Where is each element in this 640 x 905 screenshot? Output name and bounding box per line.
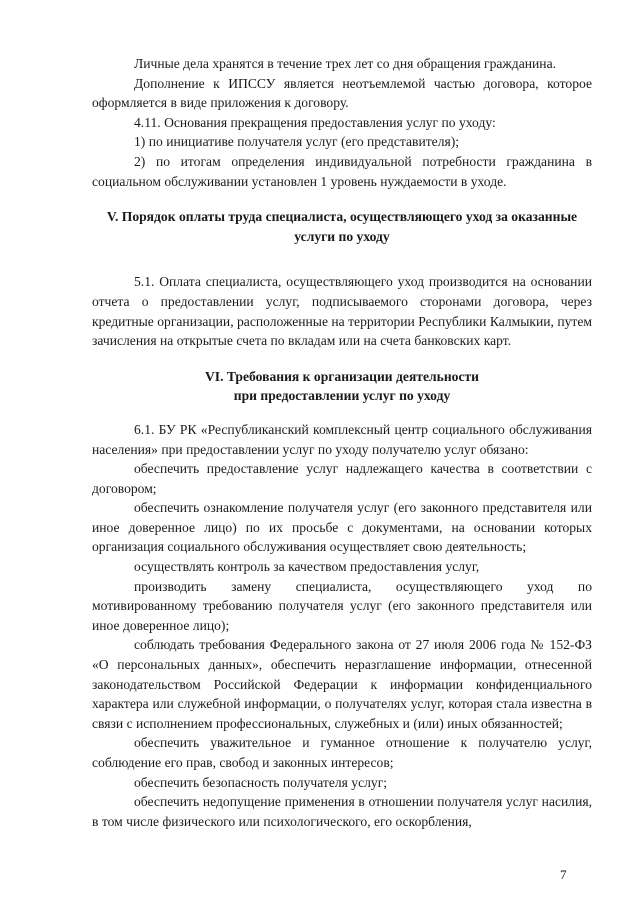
document-page <box>92 54 592 831</box>
paragraph-4-11-item-2: 2) по итогам определения индивидуальной потребности гражданина в социальном обслуживании установлен 1 уровень нуждаемости в уходе. <box>92 153 592 189</box>
paragraph-personal-files: Личные дела хранятся в течение трех лет со дня обращения гражданина. <box>134 56 557 71</box>
paragraph-ippsu-addendum: Дополнение к ИПССУ является неотъемлемой частью договора, которое оформляется в виде приложения к договору. <box>92 75 592 111</box>
paragraph-6-1: 6.1. БУ РК «Республиканский комплексный центр социального обслуживания населения» при предоставлении услуг по уходу получателю услуг обязано: <box>92 421 592 457</box>
paragraph-6-1-duty-personal-data: соблюдать требования Федерального закона от 27 июля 2006 года № 152-ФЗ «О персональных данных», обеспечить неразглашение информации, отнесенной законодательством Российской Федерации к информации конфиденциального характера или служебной информации, о получателях услуг, которая стала известна в связи с исполнением профессиональных, служебных и (или) иных обязанностей; <box>92 637 592 731</box>
paragraph-6-1-duty-safety: обеспечить безопасность получателя услуг; <box>134 774 388 790</box>
paragraph-4-11-item-1: 1) по инициативе получателя услуг (его представителя); <box>134 134 460 150</box>
paragraph-6-1-duty-quality: обеспечить предоставление услуг надлежащего качества в соответствии с договором; <box>92 461 592 496</box>
section-5-heading: V. Порядок оплаты труда специалиста, осуществляющего уход за оказанные услуги по уходу <box>106 209 578 244</box>
section-6-heading-line-1: VI. Требования к организации деятельности <box>204 368 480 384</box>
paragraph-6-1-duty-respect: обеспечить уважительное и гуманное отношение к получателю услуг, соблюдение его прав, свобод и законных интересов; <box>92 735 592 770</box>
paragraph-6-1-duty-replacement: производить замену специалиста, осуществляющего уход по мотивированному требованию получателя услуг (его законного представителя или иное доверенное лицо); <box>92 578 592 633</box>
page-number: 7 <box>560 867 567 882</box>
paragraph-6-1-duty-documents: обеспечить ознакомление получателя услуг (его законного представителя или иное доверенное лицо) по их просьбе с документами, на основании которых организация социального обслуживания осуществляет свою деятельность; <box>92 500 592 555</box>
paragraph-5-1: 5.1. Оплата специалиста, осуществляющего уход производится на основании отчета о предоставлении услуг, подписываемого сторонами договора, через кредитные организации, расположенные на территории Республики Калмыкии, путем зачисления на открытые счета по вкладам или на счета банковских карт. <box>92 274 592 349</box>
paragraph-6-1-duty-no-violence: обеспечить недопущение применения в отношении получателя услуг насилия, в том числе физического или психологического, его оскорбления, <box>92 794 592 829</box>
paragraph-4-11: 4.11. Основания прекращения предоставления услуг по уходу: <box>134 114 496 130</box>
section-6-heading-line-2: при предоставлении услуг по уходу <box>233 388 451 404</box>
paragraph-6-1-duty-control: осуществлять контроль за качеством предоставления услуг, <box>134 559 480 575</box>
